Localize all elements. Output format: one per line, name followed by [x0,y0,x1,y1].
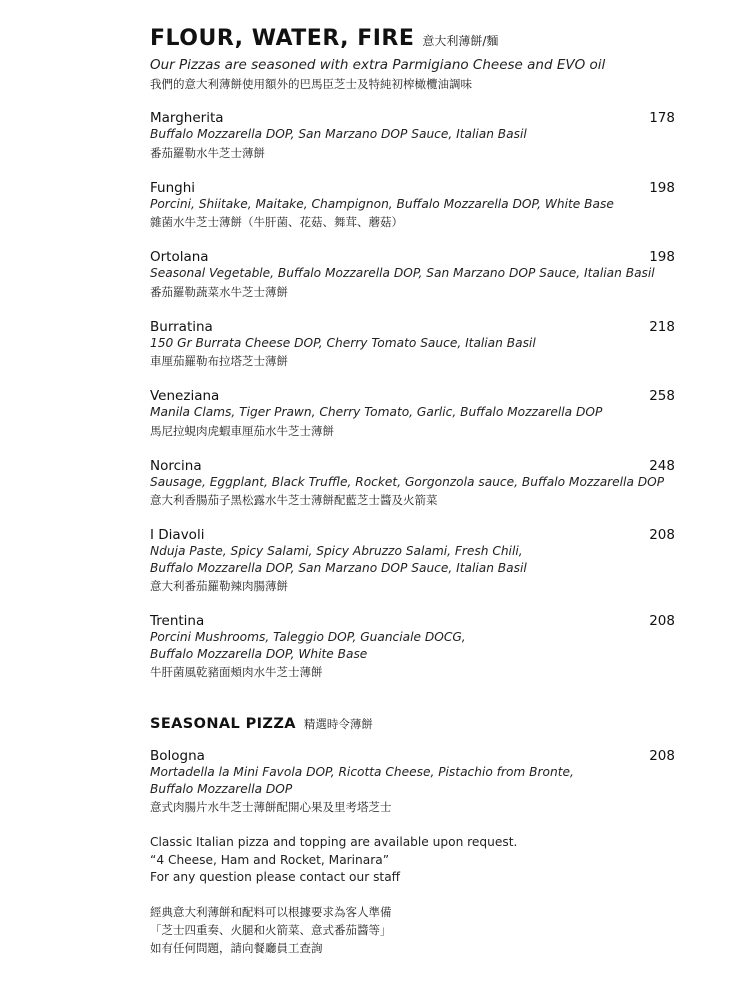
item-name-chinese: 意大利香腸茄子黑松露水牛芝士薄餅配藍芝士醬及火箭菜 [150,493,438,507]
item-description: Manila Clams, Tiger Prawn, Cherry Tomato, Garlic, Buffalo Mozzarella DOP [150,405,603,419]
item-name: I Diavoli [150,527,205,543]
item-name-chinese: 番茄羅勒水牛芝士薄餅 [150,145,265,160]
note-line: Classic Italian pizza and topping are available upon request. [150,835,518,849]
item-name: Burratina [150,318,213,335]
seasonal-header [150,716,670,732]
item-name: Ortolana [150,249,209,265]
item-description: 150 Gr Burrata Cheese DOP, Cherry Tomato Sauce, Italian Basil [150,335,536,350]
item-description: Nduja Paste, Spicy Salami, Spicy Abruzzo Salami, Fresh Chili, [150,544,523,558]
item-description-line2: Buffalo Mozzarella DOP, San Marzano DOP Sauce, Italian Basil [150,560,527,575]
pizza-list [150,110,675,680]
item-name-chinese: 番茄羅勒蔬菜水牛芝士薄餅 [150,284,288,299]
item-name: Trentina [150,613,205,629]
item-name-chinese: 牛肝菌風乾豬面頰肉水牛芝士薄餅 [150,665,323,679]
menu-item-burratina [150,318,675,370]
menu-item-bologna [150,748,675,815]
item-name-chinese: 車厘茄羅勒布拉塔芝士薄餅 [150,354,288,368]
menu-subtitle-chinese: 我們的意大利薄餅使用額外的巴馬臣芝士及特純初榨橄欖油調味 [150,77,472,91]
menu-subtitle: Our Pizzas are seasoned with extra Parmigiano Cheese and EVO oil [150,57,606,73]
seasonal-list [150,748,675,815]
item-description: Porcini, Shiitake, Maitake, Champignon, Buffalo Mozzarella DOP, White Base [150,196,614,211]
notes-chinese [150,903,670,957]
menu-header [150,26,670,51]
seasonal-title: SEASONAL PIZZA [150,716,296,732]
notes-english [150,834,670,887]
menu-item-veneziana [150,388,675,439]
item-price: 178 [649,110,675,126]
menu-item-norcina [150,457,675,509]
item-name: Veneziana [150,388,220,404]
item-name-chinese: 意大利番茄羅勒辣肉腸薄餅 [150,579,288,593]
item-description-line2: Buffalo Mozzarella DOP, White Base [150,646,368,661]
note-line: 「芝士四重奏、火腿和火箭菜、意式番茄醬等」 [150,922,392,937]
item-description: Mortadella la Mini Favola DOP, Ricotta Cheese, Pistachio from Bronte, [150,765,574,779]
item-price: 208 [649,748,675,764]
item-name-chinese: 馬尼拉蜆肉虎蝦車厘茄水牛芝士薄餅 [150,423,334,438]
item-name: Margherita [150,110,224,126]
menu-item-i-diavoli [150,527,675,594]
note-line: 如有任何問題，請向餐廳員工查詢 [150,940,323,955]
item-description: Buffalo Mozzarella DOP, San Marzano DOP Sauce, Italian Basil [150,127,527,141]
item-price: 198 [649,179,675,196]
note-line: “4 Cheese, Ham and Rocket, Marinara” [150,852,390,867]
item-name-chinese: 意式肉腸片水牛芝士薄餅配開心果及里考塔芝士 [150,800,392,814]
seasonal-title-chinese: 精選時令薄餅 [303,717,373,731]
menu-title: FLOUR, WATER, FIRE [150,26,415,51]
menu-title-chinese: 意大利薄餅/麵 [422,34,499,48]
item-name: Funghi [150,179,196,196]
menu-item-trentina [150,613,675,680]
item-price: 208 [649,613,675,629]
item-price: 208 [649,527,675,543]
item-name-chinese: 雜菌水牛芝士薄餅（牛肝菌、花菇、舞茸、蘑菇） [150,215,403,229]
item-price: 248 [649,457,675,474]
item-price: 218 [649,318,675,335]
item-name: Bologna [150,748,205,764]
item-description: Porcini Mushrooms, Taleggio DOP, Guanciale DOCG, [150,630,466,644]
menu-item-ortolana [150,249,675,300]
menu-page [150,26,675,957]
note-line: For any question please contact our staff [150,870,401,884]
item-description-line2: Buffalo Mozzarella DOP [150,781,293,796]
menu-item-margherita [150,110,675,161]
menu-item-funghi [150,179,675,231]
item-name: Norcina [150,457,202,474]
item-price: 258 [649,388,675,404]
item-description: Seasonal Vegetable, Buffalo Mozzarella DOP, San Marzano DOP Sauce, Italian Basil [150,266,655,280]
item-description: Sausage, Eggplant, Black Truffle, Rocket, Gorgonzola sauce, Buffalo Mozzarella DOP [150,474,665,489]
note-line: 經典意大利薄餅和配料可以根據要求為客人準備 [150,904,392,919]
item-price: 198 [649,249,675,265]
